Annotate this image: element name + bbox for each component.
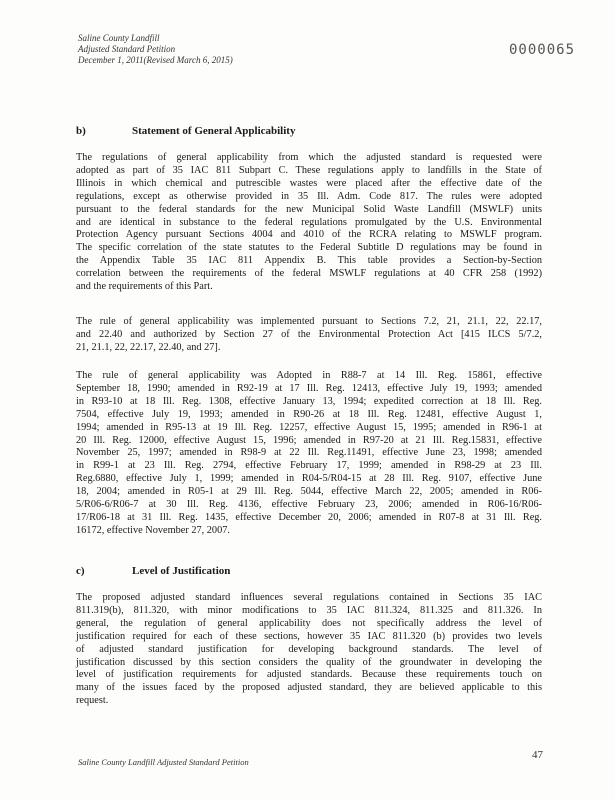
document-number-stamp: 0000065 [509, 42, 576, 58]
text-line: The rule of general applicability was implemented pursuant to Sections 7.2, 21, 21.1, 22, 22.17, [76, 316, 542, 327]
text-line: many of the issues faced by the proposed adjusted standard, they are believed applicable to this [76, 682, 542, 694]
text-line: 16172, effective November 27, 2007. [76, 524, 230, 536]
section-b-heading [76, 125, 295, 138]
section-letter: b) [76, 125, 86, 137]
header-line-1: Saline County Landfill [78, 33, 160, 43]
text-line: level of justification requirements for adjusted standards. Because these requirements touch on [76, 669, 542, 681]
text-line: 18, 2004; amended in R05-1 at 29 Ill. Reg. 5044, effective March 22, 2005; amended in R06- [76, 486, 542, 498]
text-line: in R99-1 at 23 Ill. Reg. 2794, effective February 17, 1999; amended in R98-29 at 23 Ill. [76, 460, 542, 472]
text-line: 7504, effective July 19, 1993; amended in R90-26 at 18 Ill. Reg. 12481, effective August 1, [76, 408, 542, 420]
text-line: 5/R06-6/R06-7 at 30 Ill. Reg. 4136, effective February 23, 2006; amended in R06-16/R06- [76, 499, 542, 511]
text-line: September 18, 1990; amended in R92-19 at 17 Ill. Reg. 12413, effective July 19, 1993; amended [76, 382, 542, 394]
text-line: adopted as part of 35 IAC 811 Subpart C. These regulations apply to landfills in the State of [76, 164, 542, 176]
text-line: 21, 21.1, 22, 22.17, 22.40, and 27]. [76, 341, 221, 353]
text-line: and 22.40 and authorized by Section 27 of the Environmental Protection Act [415 ILCS 5/7.2, [76, 328, 542, 340]
text-line: November 25, 1997; amended in R98-9 at 22 Ill. Reg.11491, effective June 23, 1998; amended [76, 447, 542, 459]
text-line: pursuant to the federal standards for the new Municipal Solid Waste Landfill (MSWLF) units [76, 203, 542, 215]
paragraph-applicability-3 [76, 370, 542, 538]
text-line: regulations, except as otherwise provided in 35 Ill. Adm. Code 817. The rules were adopted [76, 190, 542, 202]
text-line: 811.319(b), 811.320, with minor modifications to 35 IAC 811.324, 811.325 and 811.326. In [76, 604, 542, 616]
text-line: The specific correlation of the state statutes to the Federal Subtitle D regulations may be found in [76, 242, 542, 254]
text-line: The regulations of general applicability from which the adjusted standard is requested were [76, 152, 542, 163]
text-line: and are identical in substance to the federal regulations promulgated by the U.S. Environmental [76, 216, 542, 228]
text-line: 20 Ill. Reg. 12000, effective August 15, 1996; amended in R97-20 at 21 Ill. Reg.15831, effective [76, 434, 542, 446]
text-line: justification required for each of these sections, however 35 IAC 811.320 (b) provides two levels [76, 630, 542, 642]
text-line: justification discussed by this section considers the quality of the groundwater in developing the [76, 656, 542, 668]
text-line: The rule of general applicability was Adopted in R88-7 at 14 Ill. Reg. 15861, effective [76, 370, 542, 381]
text-line: Illinois in which chemical and putrescible wastes were placed after the effective date of the [76, 177, 542, 189]
text-line: correlation between the requirements of the federal MSWLF regulations at 40 CFR 258 (1992) [76, 268, 542, 280]
text-line: the Appendix Table 35 IAC 811 Appendix B. This table provides a Section-by-Section [76, 255, 542, 267]
section-letter: c) [76, 565, 85, 577]
text-line: 1994; amended in R95-13 at 19 Ill. Reg. 12257, effective August 15, 1995; amended in R96-1 at [76, 421, 542, 433]
running-footer: Saline County Landfill Adjusted Standard Petition [78, 757, 249, 767]
text-line: general, the regulation of general applicability does not specifically address the level of [76, 617, 542, 629]
section-title: Statement of General Applicability [132, 125, 296, 137]
text-line: in R93-10 at 18 Ill. Reg. 1308, effective January 13, 1994; expedited correction at 18 Ill. Reg. [76, 395, 542, 407]
paragraph-justification [76, 592, 542, 708]
section-c-heading [76, 565, 230, 578]
text-line: and the requirements of this Part. [76, 281, 213, 293]
page-number: 47 [532, 749, 543, 761]
header-line-2: Adjusted Standard Petition [78, 44, 176, 54]
section-title: Level of Justification [132, 565, 231, 577]
running-header [78, 33, 233, 66]
text-line: 17/R06-18 at 31 Ill. Reg. 1435, effective December 20, 2006; amended in R07-8 at 31 Ill. Reg. [76, 511, 542, 523]
text-line: The proposed adjusted standard influences several regulations contained in Sections 35 IAC [76, 592, 542, 603]
header-line-3: December 1, 2011(Revised March 6, 2015) [78, 55, 233, 65]
text-line: Reg.6880, effective July 1, 1999; amended in R04-5/R04-15 at 28 Ill. Reg. 9107, effective June [76, 473, 542, 485]
paragraph-applicability-2 [76, 316, 542, 355]
paragraph-applicability-1 [76, 152, 542, 294]
text-line: Protection Agency pursuant Sections 4004 and 4010 of the RCRA relating to MSWLF program. [76, 229, 542, 241]
text-line: request. [76, 695, 109, 707]
text-line: of adjusted standard justification for developing background standards. The level of [76, 643, 542, 655]
